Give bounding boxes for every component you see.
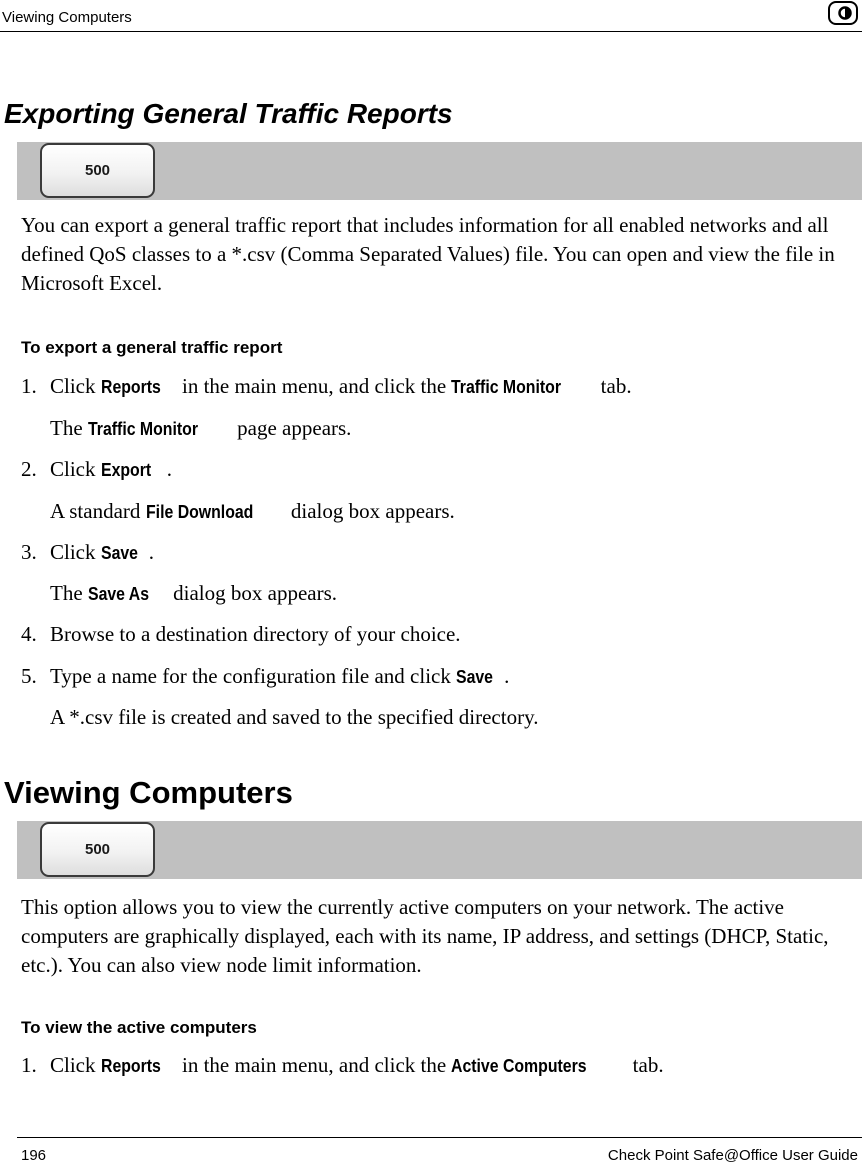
section-heading-exporting: Exporting General Traffic Reports (4, 98, 453, 129)
intro-paragraph: This option allows you to view the currently active computers on your network. The active computers are graphically displayed, each with its name, IP address, and settings (DHCP, Static, etc.). You can also view node limit information. (21, 895, 829, 977)
page-header (0, 0, 862, 32)
ui-term: Save As (87, 584, 149, 604)
step-number: 3. (21, 540, 37, 564)
model-bar (17, 142, 862, 200)
ui-term: Export (100, 460, 151, 480)
step-number: 4. (21, 622, 37, 646)
ui-term: Traffic Monitor (451, 377, 562, 397)
ui-term: Save (456, 667, 494, 687)
model-bar (17, 821, 862, 879)
step-number: 1. (21, 374, 37, 398)
ui-term: Reports (100, 377, 161, 397)
ui-term: File Download (145, 502, 254, 522)
model-badge: 500 (40, 143, 155, 198)
guide-title: Check Point Safe@Office User Guide (607, 1147, 858, 1164)
header-title: Viewing Computers (2, 9, 132, 26)
step-number: 1. (21, 1053, 37, 1077)
model-badge: 500 (40, 822, 155, 877)
ui-term: Traffic Monitor (87, 419, 198, 439)
ui-term: Reports (100, 1056, 161, 1076)
step-number: 5. (21, 664, 37, 688)
procedure-title: To view the active computers (21, 1018, 257, 1037)
ui-term: Save (100, 543, 138, 563)
section-heading-viewing-computers: Viewing Computers (4, 775, 293, 810)
footer-rule (17, 1137, 862, 1138)
intro-paragraph: You can export a general traffic report that includes information for all enabled networks and all defined QoS classes to a *.csv (Comma Separated Values) file. You can open and view the file in Microsoft Excel. (21, 213, 835, 295)
ui-term: Active Computers (451, 1056, 587, 1076)
step-number: 2. (21, 457, 37, 481)
checkpoint-logo-icon (828, 1, 858, 25)
procedure-title: To export a general traffic report (21, 338, 283, 357)
page-number: 196 (21, 1147, 47, 1164)
